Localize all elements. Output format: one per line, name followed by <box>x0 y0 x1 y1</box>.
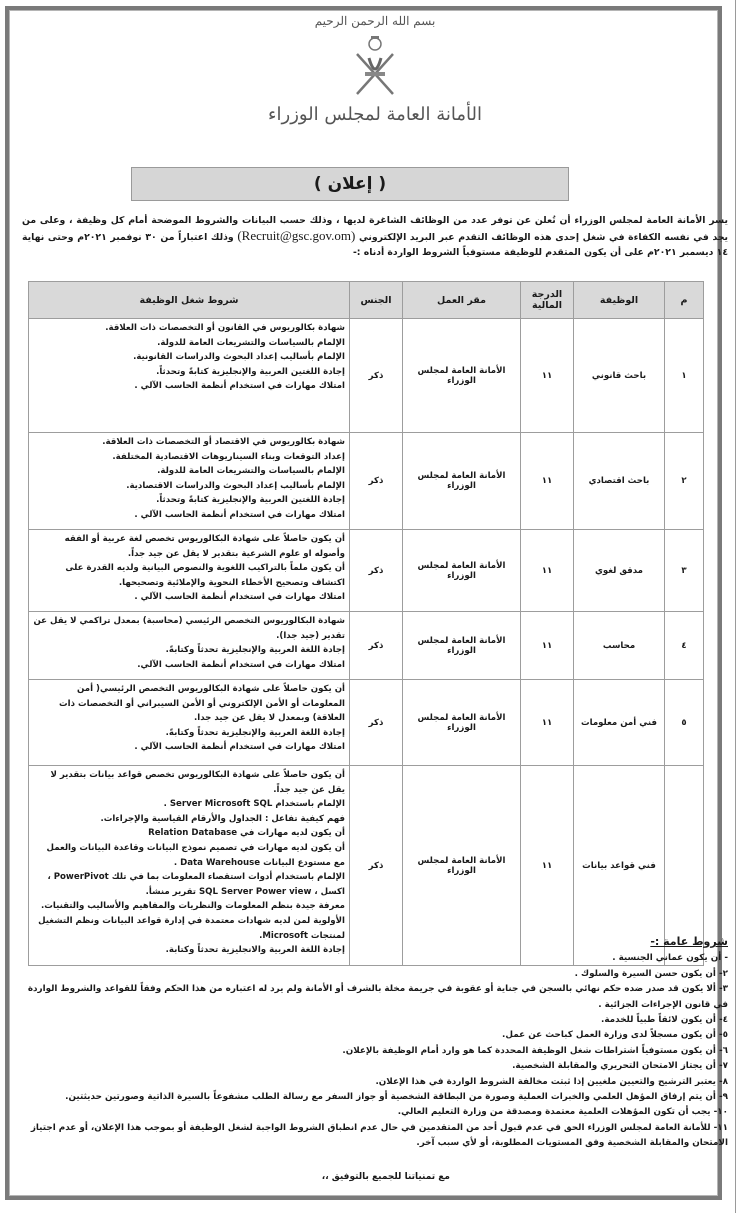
condition-item: أن يكون حاصلاً على شهادة البكالوريوس التخصص الرئيسي( أمن المعلومات أو الأمن الإلكتروني أو الأمن السيبراني أو التخصصات ذات العلاقة) وبمعدل لا يقل عن جيد جدا. <box>59 684 345 724</box>
gender: ذكر <box>350 612 403 680</box>
table-row <box>29 433 704 530</box>
financial-grade: ١١ <box>521 680 574 766</box>
general-condition-item: ٨- يعتبر الترشيح والتعيين ملغيين إذا ثبتت مخالفة الشروط الواردة في هذا الإعلان. <box>375 1076 728 1087</box>
job-title: فني قواعد بيانات <box>574 766 665 966</box>
gender: ذكر <box>350 530 403 612</box>
condition-item: معرفة جيدة بنظم المعلومات والنظريات والمفاهيم والأساليب والتقنيات. <box>40 901 345 912</box>
col-no: م <box>665 282 704 319</box>
announcement-title: ( إعلان ) <box>131 167 569 201</box>
table-row <box>29 319 704 433</box>
intro-text-2: وذلك اعتباراً من ٣٠ نوفمبر ٢٠٢١م وحتى نهاية ١٤ ديسمبر ٢٠٢١م على أن يكون المتقدم للوظيفة مستوفياً الشروط الواردة أدناه :- <box>22 232 728 258</box>
general-condition-item: ١٠- يجب أن تكون المؤهلات العلمية معتمدة ومصدقة من وزارة التعليم العالي. <box>397 1107 728 1118</box>
job-conditions <box>29 680 350 766</box>
work-location: الأمانة العامة لمجلس الوزراء <box>403 680 521 766</box>
closing-note: مع تمنياتنا للجميع بالتوفيق ،، <box>321 1172 450 1182</box>
condition-item: أن يكون حاصلاً على شهادة البكالوريوس تخصص قواعد بيانات بتقدير لا يقل عن جيد جداً. <box>50 770 345 795</box>
condition-item: امتلاك مهارات في استخدام أنظمة الحاسب الآلي . <box>134 381 345 392</box>
condition-item: أن يكون ملماً بالتراكيب اللغوية والنصوص البيانية ولديه القدرة على اكتشاف وتصحيح الأخطاء النحوية والإملائية وتصحيحها. <box>65 563 345 588</box>
general-condition-item: ٢- أن يكون حسن السيرة والسلوك . <box>574 968 728 979</box>
general-condition-item: ٩- أن يتم إرفاق المؤهل العلمي والخبرات العملية وصورة من البطاقة الشخصية أو جواز السفر مع رسالة الطلب مشفوعاً بالسيرة الذاتية وصورتين حديثتين. <box>65 1092 728 1103</box>
gender: ذكر <box>350 766 403 966</box>
col-job: الوظيفة <box>574 282 665 319</box>
condition-item: إجادة اللغتين العربية والإنجليزية كتابةً وتحدثاً. <box>156 495 345 506</box>
condition-item: الأولوية لمن لديه شهادات معتمدة في إدارة قواعد البيانات ونظم التشغيل لمنتجات Microsoft. <box>38 915 345 941</box>
condition-item: شهادة بكالوريوس في الاقتصاد أو التخصصات ذات العلاقة. <box>102 437 345 447</box>
row-number: ٣ <box>665 530 704 612</box>
jobs-table <box>28 281 704 966</box>
row-number: ١ <box>665 319 704 433</box>
table-row <box>29 680 704 766</box>
condition-item: امتلاك مهارات في استخدام أنظمة الحاسب الآلي . <box>134 592 345 603</box>
gender: ذكر <box>350 319 403 433</box>
condition-item: امتلاك مهارات في استخدام أنظمة الحاسب الآلي. <box>137 659 345 670</box>
job-conditions <box>29 612 350 680</box>
work-location: الأمانة العامة لمجلس الوزراء <box>403 433 521 530</box>
condition-item: إجادة اللغة العربية والإنجليزية تحدثاً وكتابةً. <box>165 645 345 656</box>
condition-item: شهادة بكالوريوس في القانون أو التخصصات ذات العلاقة. <box>105 323 345 333</box>
gender: ذكر <box>350 433 403 530</box>
job-title: فني أمن معلومات <box>574 680 665 766</box>
table-header-row <box>29 282 704 319</box>
oman-emblem-icon <box>345 32 405 102</box>
condition-item: امتلاك مهارات في استخدام أنظمة الحاسب الآلي . <box>134 509 345 520</box>
job-conditions <box>29 530 350 612</box>
table-row <box>29 612 704 680</box>
letterhead <box>0 14 750 125</box>
job-title: باحث اقتصادي <box>574 433 665 530</box>
general-condition-item: ٤- أن يكون لائقاً طبياً للخدمة. <box>600 1015 728 1026</box>
general-condition-item: ٧- أن يجتاز الامتحان التحريري والمقابلة الشخصية. <box>512 1061 728 1072</box>
general-condition-item: ١١- للأمانة العامة لمجلس الوزراء الحق في عدم قبول أحد من المتقدمين في حال عدم انطباق الشروط الواجبة لشغل الوظيفة أو بموجب هذا الإعلان، أو عدم اجتياز الامتحان والمقابلة الشخصية وفق المستويات المطلوبة، أو لأي سبب آخر. <box>30 1122 728 1149</box>
intro-text-1: يسر الأمانة العامة لمجلس الوزراء أن تُعلن عن توفر عدد من الوظائف الشاغرة لديها ، وذلك حسب البيانات والشروط الموضحة أمام كل وظيفة ، وعلى من يجد في نفسه الكفاءة في شغل إحدى هذه الوظائف التقدم عبر البريد الإلكتروني <box>22 215 729 243</box>
col-gender: الجنس <box>350 282 403 319</box>
organization-name: الأمانة العامة لمجلس الوزراء <box>268 104 482 125</box>
work-location: الأمانة العامة لمجلس الوزراء <box>403 766 521 966</box>
col-conditions: شروط شغل الوظيفة <box>29 282 350 319</box>
row-number: ٤ <box>665 612 704 680</box>
general-condition-item: - أن يكون عماني الجنسية . <box>612 953 728 964</box>
work-location: الأمانة العامة لمجلس الوزراء <box>403 530 521 612</box>
general-conditions-title: شروط عامة :- <box>650 935 728 948</box>
condition-item: أن يكون حاصلاً على شهادة البكالوريوس تخصص لغة عربية أو الفقه وأصوله او علوم الشرعية بتقدير لا يقل عن جيد جداً. <box>64 534 345 559</box>
intro-paragraph <box>22 213 728 260</box>
job-title: مدقق لغوي <box>574 530 665 612</box>
condition-item: الإلمام باستخدام Server Microsoft SQL . <box>163 799 345 810</box>
work-location: الأمانة العامة لمجلس الوزراء <box>403 319 521 433</box>
condition-item: شهادة البكالوريوس التخصص الرئيسي (محاسبة) بمعدل تراكمي لا يقل عن تقدير (جيد جدا). <box>33 616 345 641</box>
general-condition-item: ٦- أن يكون مستوفياً اشتراطات شغل الوظيفة المحددة كما هو وارد أمام الوظيفة بالإعلان. <box>342 1045 728 1056</box>
general-condition-item: ٥- أن يكون مسجلاً لدى وزارة العمل كباحث عن عمل. <box>502 1030 728 1041</box>
condition-item: الإلمام بالسياسات والتشريعات العامة للدولة. <box>157 466 345 477</box>
job-conditions <box>29 433 350 530</box>
financial-grade: ١١ <box>521 612 574 680</box>
general-conditions <box>22 934 728 1152</box>
financial-grade: ١١ <box>521 433 574 530</box>
job-title: محاسب <box>574 612 665 680</box>
general-conditions-list <box>22 951 728 1151</box>
basmala: بسم الله الرحمن الرحيم <box>314 14 436 28</box>
financial-grade: ١١ <box>521 319 574 433</box>
col-location: مقر العمل <box>403 282 521 319</box>
condition-item: امتلاك مهارات في استخدام أنظمة الحاسب الآلي . <box>134 742 345 753</box>
condition-item: أن يكون لديه مهارات في Relation Database <box>148 828 345 839</box>
condition-item: إجادة اللغة العربية والانجليزية تحدثاً وكتابة. <box>165 945 345 956</box>
table-row <box>29 530 704 612</box>
gender: ذكر <box>350 680 403 766</box>
general-condition-item: ٣- ألا يكون قد صدر ضده حكم نهائي بالسجن في جناية أو عقوبة في جريمة مخلة بالشرف أو الأمانة ولم يرد له اعتباره من هذا الحكم وفقاً للقواعد والشروط الواردة في قانون الإجراءات الجزائية . <box>27 984 728 1010</box>
col-grade: الدرجة المالية <box>521 282 574 319</box>
condition-item: إعداد التوقعات وبناء السيناريوهات الاقتصادية المختلفة. <box>112 451 345 462</box>
condition-item: أن يكون لديه مهارات في تصميم نموذج البيانات وقاعدة البيانات والعمل مع مستودع البيانات Data Warehouse . <box>46 842 345 868</box>
financial-grade: ١١ <box>521 530 574 612</box>
row-number: ٥ <box>665 680 704 766</box>
condition-item: الإلمام بالسياسات والتشريعات العامة للدولة. <box>157 337 345 348</box>
condition-item: فهم كيفية تفاعل : الجداول والأرقام القياسية والإجراءات. <box>100 813 345 824</box>
recruitment-email[interactable]: (Recruit@gsc.gov.om) <box>237 228 356 243</box>
page-edge-line <box>735 0 736 1213</box>
row-number: ٢ <box>665 433 704 530</box>
condition-item: إجادة اللغة العربية والإنجليزية تحدثاً وكتابةً. <box>165 727 345 738</box>
job-title: باحث قانوني <box>574 319 665 433</box>
condition-item: الإلمام باستخدام أدوات استقصاء المعلومات بما في تلك PowerPivot ، اكسل ، SQL Server Power view تقرير منشأ. <box>47 872 345 897</box>
condition-item: الإلمام بأساليب إعداد البحوث والدراسات القانونية. <box>133 352 345 363</box>
job-conditions <box>29 319 350 433</box>
condition-item: الإلمام بأساليب إعداد البحوث والدراسات الاقتصادية. <box>126 480 345 491</box>
condition-item: إجادة اللغتين العربية والإنجليزية كتابةً وتحدثاً. <box>156 366 345 377</box>
financial-grade: ١١ <box>521 766 574 966</box>
work-location: الأمانة العامة لمجلس الوزراء <box>403 612 521 680</box>
